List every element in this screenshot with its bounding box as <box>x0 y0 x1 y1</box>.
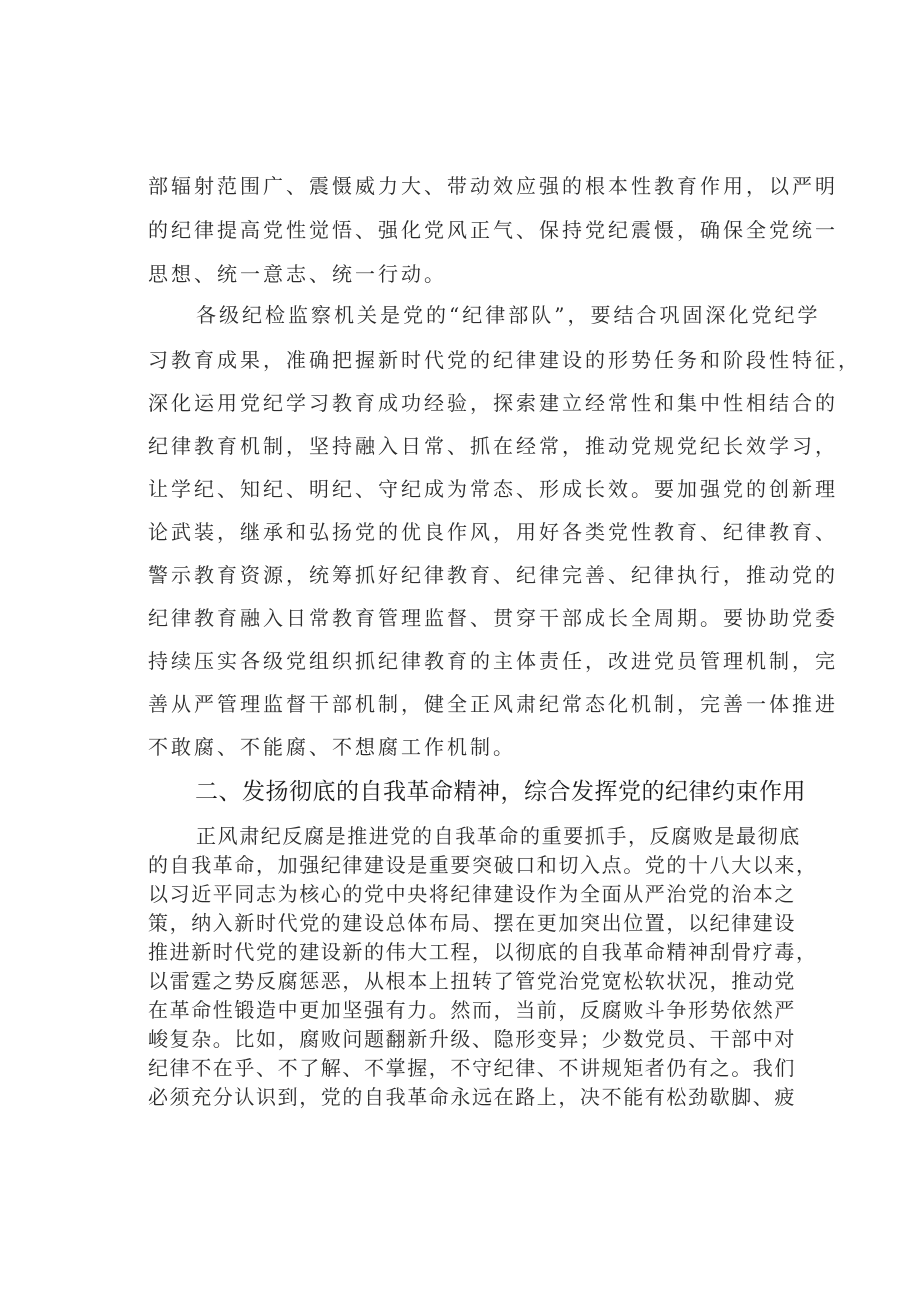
text-line-content: 论武装，继承和弘扬党的优良作风，用好各类党性教育、纪律教育、 <box>148 520 838 544</box>
text-line-content: 在革命性锻造中更加坚强有力。然而，当前，反腐败斗争形势依然严 <box>148 998 796 1022</box>
text-line-content: 以雷霆之势反腐惩恶，从根本上扭转了管党治党宽松软状况，推动党 <box>148 969 796 993</box>
text-line-content: 纪律教育机制，坚持融入日常、抓在经常，推动党规党纪长效学习， <box>148 434 838 458</box>
text-line-content: 习教育成果，准确把握新时代党的纪律建设的形势任务和阶段性特征， <box>148 348 861 372</box>
text-line-content: 以习近平同志为核心的党中央将纪律建设作为全面从严治党的治本之 <box>148 882 796 906</box>
text-line-content: 善从严管理监督干部机制，健全正风肃纪常态化机制，完善一体推进 <box>148 692 838 716</box>
text-line-content: 推进新时代党的建设新的伟大工程，以彻底的自我革命精神刮骨疗毒， <box>148 940 818 964</box>
text-line-content: 的自我革命，加强纪律建设是重要突破口和切入点。党的十八大以来， <box>148 853 818 877</box>
text-line-content: 必须充分认识到，党的自我革命永远在路上，决不能有松劲歇脚、疲 <box>148 1085 796 1109</box>
text-line-content: 纪律教育融入日常教育管理监督、贯穿干部成长全周期。要协助党委 <box>148 606 838 630</box>
text-line-content: 正风肃纪反腐是推进党的自我革命的重要抓手，反腐败是最彻底 <box>196 824 801 848</box>
text-line-content: 思想、统一意志、统一行动。 <box>148 262 447 286</box>
text-line-content: 各级纪检监察机关是党的“纪律部队”，要结合巩固深化党纪学 <box>196 303 821 327</box>
text-line-content: 深化运用党纪学习教育成功经验，探索建立经常性和集中性相结合的 <box>148 391 838 415</box>
text-line-content: 持续压实各级党组织抓纪律教育的主体责任，改进党员管理机制，完 <box>148 649 838 673</box>
text-line-content: 策，纳入新时代党的建设总体布局、摆在更加突出位置，以纪律建设 <box>148 911 796 935</box>
text-line-content: 的纪律提高党性觉悟、强化党风正气、保持党纪震慑，确保全党统一 <box>148 218 838 242</box>
text-line-content: 纪律不在乎、不了解、不掌握，不守纪律、不讲规矩者仍有之。我们 <box>148 1056 796 1080</box>
text-line-content: 峻复杂。比如，腐败问题翻新升级、隐形变异；少数党员、干部中对 <box>148 1027 796 1051</box>
text-line-content: 让学纪、知纪、明纪、守纪成为常态、形成长效。要加强党的创新理 <box>148 477 838 501</box>
section-heading: 二、发扬彻底的自我革命精神，综合发挥党的纪律约束作用 <box>195 779 806 805</box>
text-line-content: 部辐射范围广、震慑威力大、带动效应强的根本性教育作用，以严明 <box>148 174 838 198</box>
text-line-content: 不敢腐、不能腐、不想腐工作机制。 <box>148 735 516 759</box>
text-line-content: 警示教育资源，统筹抓好纪律教育、纪律完善、纪律执行，推动党的 <box>148 563 838 587</box>
